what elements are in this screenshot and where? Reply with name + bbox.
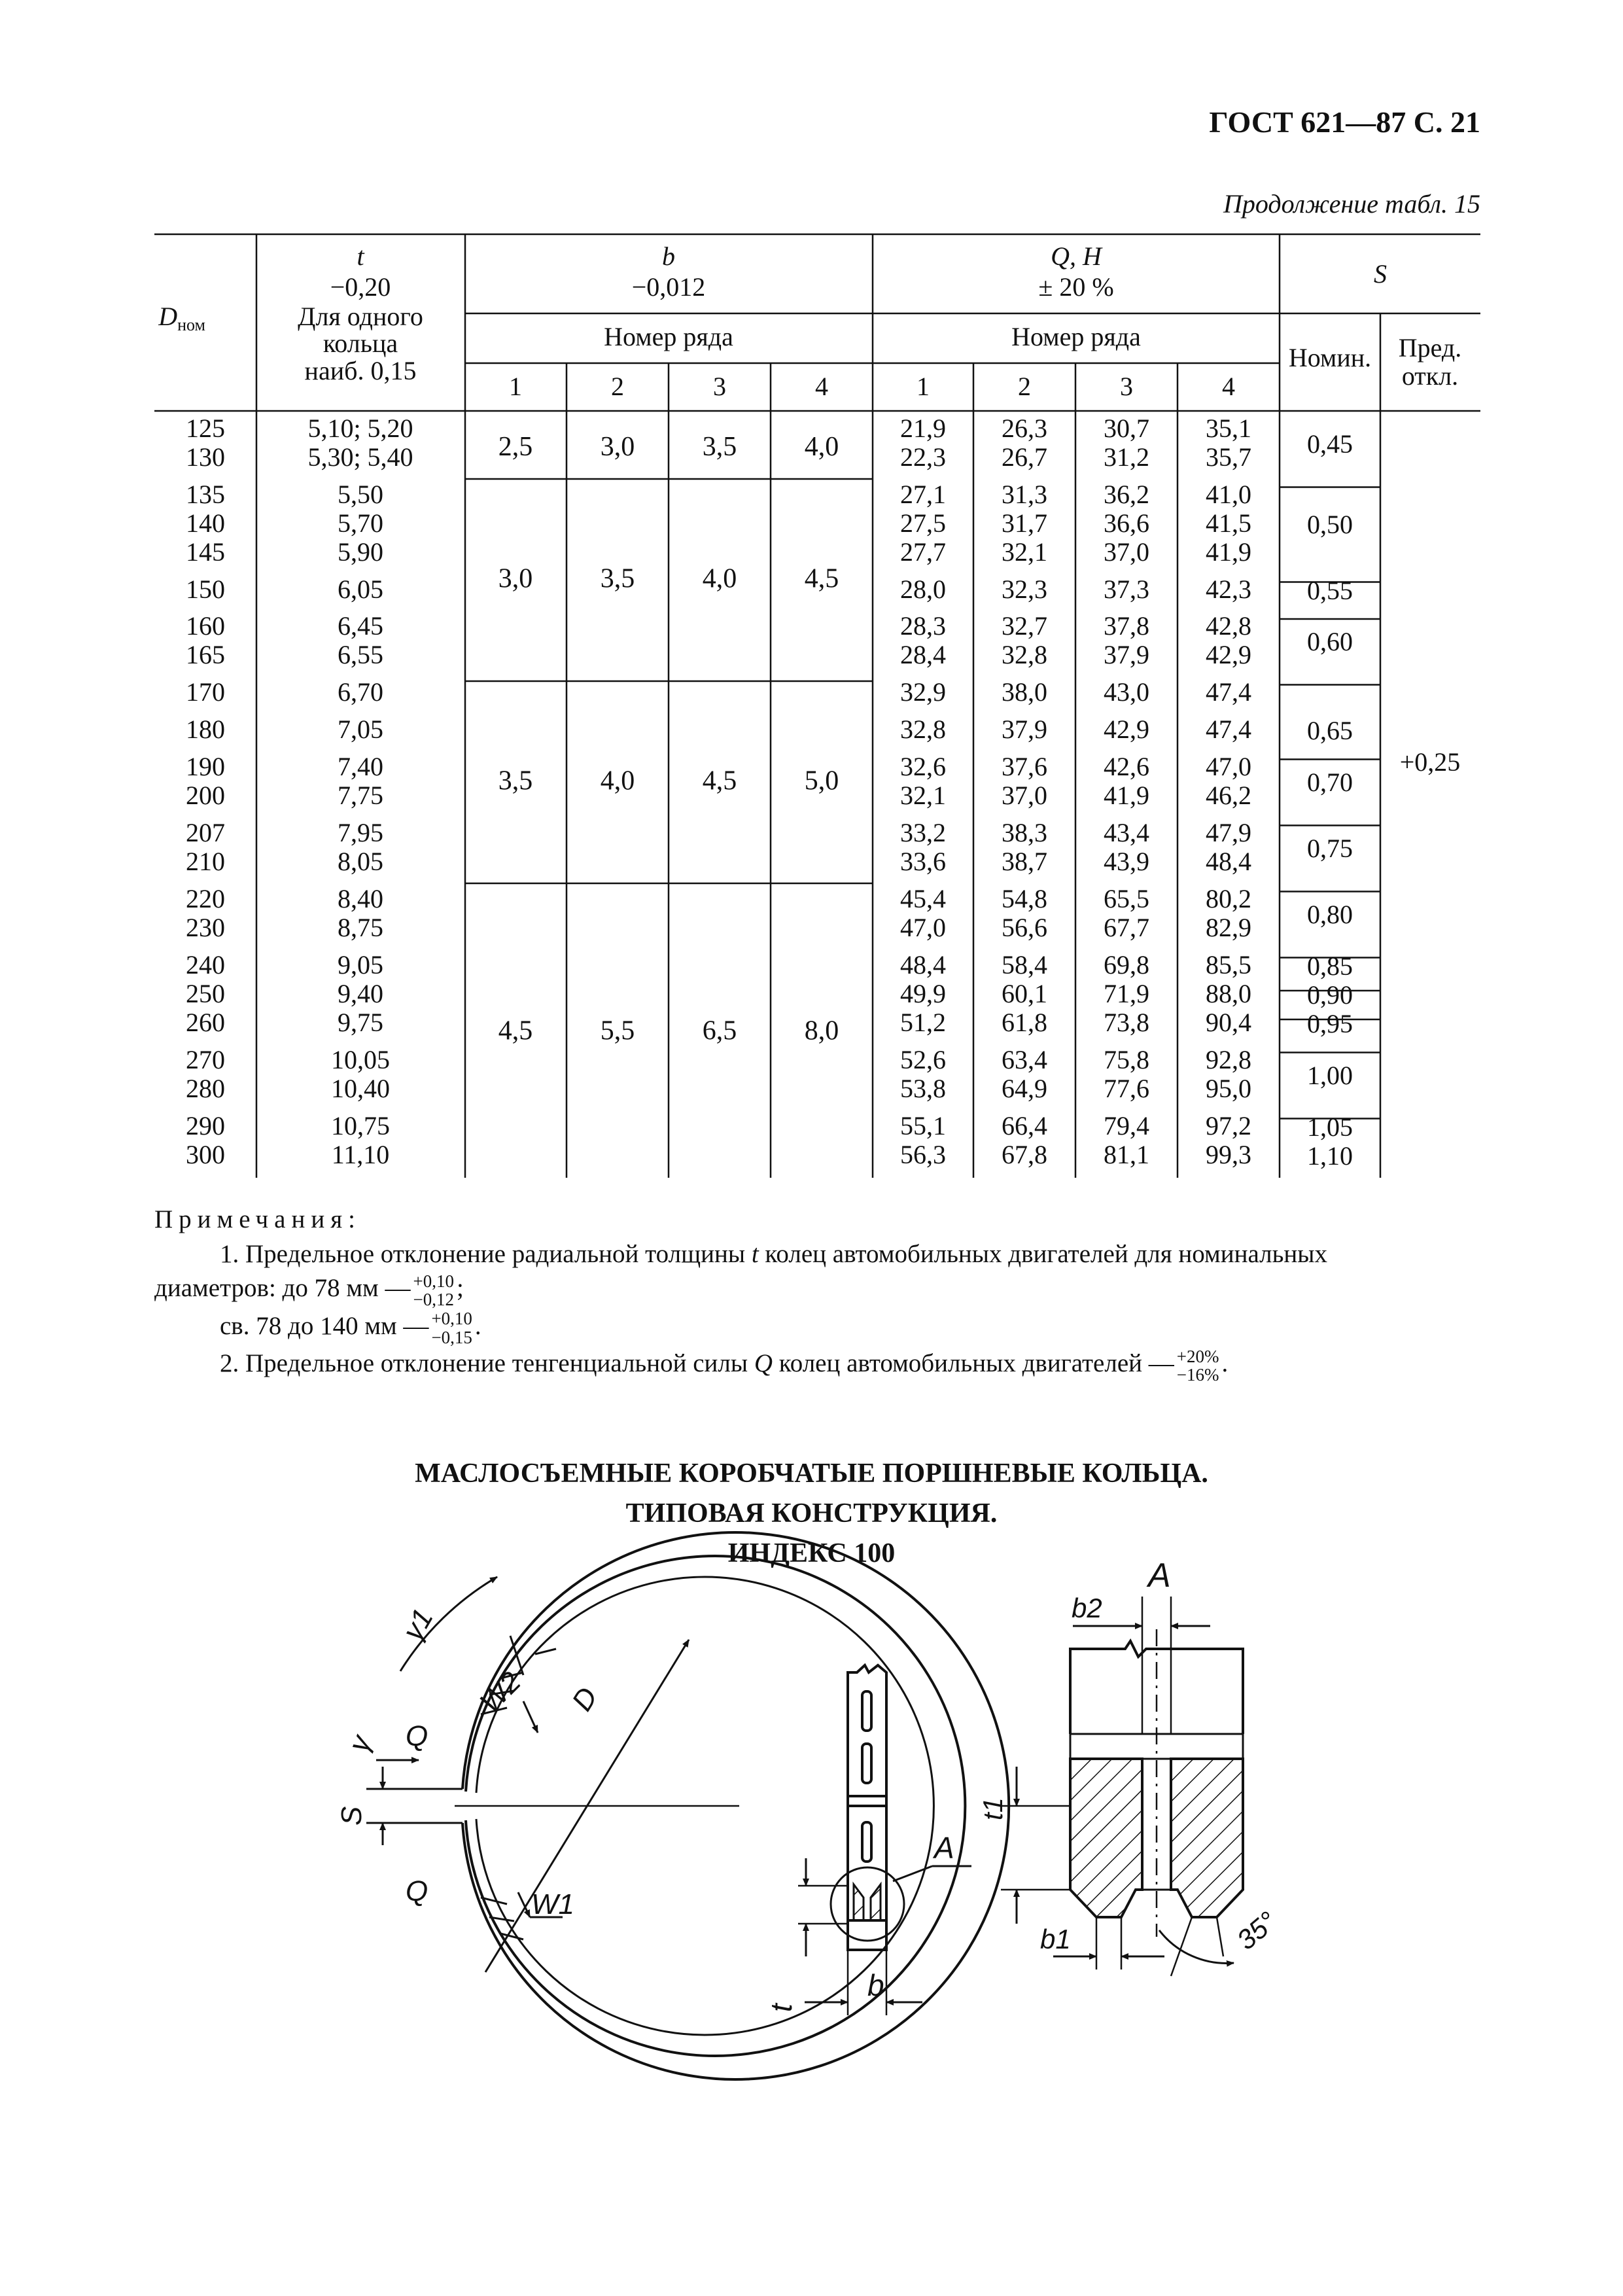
cell-q: 63,4 — [1002, 1045, 1047, 1074]
cell-t: 6,70 — [338, 677, 383, 707]
cell-t: 7,05 — [338, 715, 383, 744]
label-w2: W2 — [474, 1665, 527, 1720]
note-1-end-2: . — [474, 1311, 481, 1340]
cell-q: 95,0 — [1206, 1074, 1251, 1103]
cell-q: 43,4 — [1104, 818, 1149, 847]
cell-d-nom: 170 — [186, 677, 225, 707]
cell-q: 88,0 — [1206, 979, 1251, 1008]
cell-d-nom: 240 — [186, 950, 225, 980]
cell-q: 32,3 — [1002, 574, 1047, 604]
header-t-note-1: Для одного — [298, 302, 423, 331]
header-d-nom: $D_{ном}$ — [158, 302, 205, 334]
cell-q: 79,4 — [1104, 1111, 1149, 1140]
cell-t: 6,05 — [338, 574, 383, 604]
cell-q: 47,9 — [1206, 818, 1251, 847]
cell-q: 47,0 — [900, 913, 946, 942]
cell-s-nom: 0,90 — [1307, 980, 1353, 1010]
cell-b: 4,5 — [804, 563, 839, 594]
label-detail-a: A — [1148, 1557, 1171, 1595]
cell-q: 32,7 — [1002, 611, 1047, 641]
cell-t: 7,40 — [338, 752, 383, 781]
cell-b: 8,0 — [804, 1016, 839, 1046]
cell-b: 4,5 — [702, 766, 737, 796]
header-row-num: 2 — [1018, 372, 1031, 401]
cell-s-nom: 0,55 — [1307, 576, 1353, 605]
cell-q: 42,3 — [1206, 574, 1251, 604]
cell-t: 5,50 — [338, 480, 383, 509]
cell-q: 55,1 — [900, 1111, 946, 1140]
cell-q: 42,8 — [1206, 611, 1251, 641]
cell-q: 82,9 — [1206, 913, 1251, 942]
label-gamma: γ — [342, 1731, 377, 1756]
label-t: t — [764, 2004, 798, 2012]
label-s: S — [336, 1806, 368, 1826]
cell-q: 28,3 — [900, 611, 946, 641]
cell-q: 32,9 — [900, 677, 946, 707]
cell-q: 38,3 — [1002, 818, 1047, 847]
header-row-num: 4 — [815, 372, 828, 401]
cell-b: 4,5 — [498, 1016, 533, 1046]
cell-d-nom: 270 — [186, 1045, 225, 1074]
cell-t: 5,30; 5,40 — [307, 442, 413, 472]
cell-q: 71,9 — [1104, 979, 1149, 1008]
header-q-tolerance: ± 20 % — [1038, 272, 1114, 302]
header-s-dev-2: откл. — [1401, 361, 1459, 391]
cell-q: 38,7 — [1002, 847, 1047, 876]
cell-q: 37,3 — [1104, 574, 1149, 604]
section-title-line-2: ТИПОВАЯ КОНСТРУКЦИЯ. — [625, 1498, 998, 1528]
header-q-row-number: Номер ряда — [1011, 322, 1141, 351]
label-q-bottom: Q — [406, 1875, 428, 1907]
cell-q: 52,6 — [900, 1045, 946, 1074]
cell-q: 65,5 — [1104, 884, 1149, 913]
cell-q: 35,1 — [1206, 414, 1251, 443]
cell-q: 41,5 — [1206, 508, 1251, 538]
cell-d-nom: 210 — [186, 847, 225, 876]
cell-q: 26,3 — [1002, 414, 1047, 443]
cell-t: 7,75 — [338, 781, 383, 810]
label-a-pointer: A — [934, 1831, 954, 1865]
fraction-top: +0,10 — [413, 1271, 454, 1291]
note-1-line-3-text: св. 78 до 140 мм — — [220, 1311, 429, 1340]
cell-q: 56,6 — [1002, 913, 1047, 942]
cell-q: 26,7 — [1002, 442, 1047, 472]
cell-d-nom: 290 — [186, 1111, 225, 1140]
detail-a-view — [1001, 1597, 1243, 1976]
cell-q: 36,2 — [1104, 480, 1149, 509]
cell-b: 5,5 — [600, 1016, 635, 1046]
cell-q: 37,8 — [1104, 611, 1149, 641]
section-title-line-1: МАСЛОСЪЕМНЫЕ КОРОБЧАТЫЕ ПОРШНЕВЫЕ КОЛЬЦА. — [415, 1458, 1208, 1489]
cell-q: 64,9 — [1002, 1074, 1047, 1103]
cell-d-nom: 140 — [186, 508, 225, 538]
cell-t: 8,40 — [338, 884, 383, 913]
cell-d-nom: 260 — [186, 1008, 225, 1037]
header-row-num: 3 — [1120, 372, 1133, 401]
fraction-top: +20% — [1176, 1346, 1219, 1366]
note-1-symbol: t — [751, 1239, 759, 1268]
cell-q: 36,6 — [1104, 508, 1149, 538]
cell-d-nom: 165 — [186, 640, 225, 669]
cell-s-nom: 0,80 — [1307, 900, 1353, 929]
cell-q: 54,8 — [1002, 884, 1047, 913]
cell-q: 28,0 — [900, 574, 946, 604]
cell-t: 10,05 — [331, 1045, 390, 1074]
cell-d-nom: 130 — [186, 442, 225, 472]
cell-q: 32,8 — [900, 715, 946, 744]
cell-q: 67,7 — [1104, 913, 1149, 942]
cell-t: 10,75 — [331, 1111, 390, 1140]
cell-q: 41,0 — [1206, 480, 1251, 509]
cell-q: 47,4 — [1206, 715, 1251, 744]
cell-s-nom: 0,65 — [1307, 716, 1353, 745]
cell-q: 47,4 — [1206, 677, 1251, 707]
label-d: D — [565, 1682, 604, 1717]
header-b-symbol: b — [662, 241, 675, 271]
cell-q: 42,6 — [1104, 752, 1149, 781]
label-angle-35: 35° — [1230, 1905, 1283, 1956]
cell-b: 3,5 — [600, 563, 635, 594]
cell-t: 11,10 — [331, 1140, 390, 1169]
cell-q: 27,5 — [900, 508, 946, 538]
cell-q: 27,7 — [900, 537, 946, 567]
cell-q: 32,1 — [1002, 537, 1047, 567]
note-1-text-2: колец автомобильных двигателей для номинальных — [765, 1239, 1327, 1268]
header-t-note-2: кольца — [323, 328, 398, 358]
cell-t: 8,05 — [338, 847, 383, 876]
cell-s-nom: 1,00 — [1307, 1061, 1353, 1090]
label-q-top: Q — [406, 1720, 428, 1752]
cell-q: 41,9 — [1206, 537, 1251, 567]
cell-q: 53,8 — [900, 1074, 946, 1103]
cell-q: 80,2 — [1206, 884, 1251, 913]
cell-b: 3,5 — [702, 432, 737, 462]
cell-q: 37,9 — [1002, 715, 1047, 744]
cell-t: 9,05 — [338, 950, 383, 980]
cell-d-nom: 220 — [186, 884, 225, 913]
label-t1: t1 — [977, 1797, 1008, 1820]
cell-q: 81,1 — [1104, 1140, 1149, 1169]
ring-plan-view — [366, 1532, 1009, 2079]
note-1-end-1: ; — [456, 1274, 464, 1303]
cell-q: 42,9 — [1104, 715, 1149, 744]
header-row-num: 1 — [509, 372, 522, 401]
cell-t: 10,40 — [331, 1074, 390, 1103]
header-row-num: 3 — [713, 372, 726, 401]
cell-q: 73,8 — [1104, 1008, 1149, 1037]
cell-d-nom: 300 — [186, 1140, 225, 1169]
cell-q: 49,9 — [900, 979, 946, 1008]
cell-q: 51,2 — [900, 1008, 946, 1037]
cell-q: 66,4 — [1002, 1111, 1047, 1140]
cell-q: 32,1 — [900, 781, 946, 810]
cell-q: 37,9 — [1104, 640, 1149, 669]
cell-t: 9,40 — [338, 979, 383, 1008]
cell-t: 6,55 — [338, 640, 383, 669]
cell-q: 33,6 — [900, 847, 946, 876]
cell-q: 43,9 — [1104, 847, 1149, 876]
cell-q: 31,2 — [1104, 442, 1149, 472]
cell-s-nom: 1,05 — [1307, 1112, 1353, 1142]
label-b2: b2 — [1072, 1593, 1102, 1623]
cell-q: 27,1 — [900, 480, 946, 509]
cell-q: 69,8 — [1104, 950, 1149, 980]
cell-q: 37,6 — [1002, 752, 1047, 781]
header-b-tolerance: −0,012 — [631, 272, 706, 302]
cell-t: 5,90 — [338, 537, 383, 567]
cell-t: 9,75 — [338, 1008, 383, 1037]
header-s-nom: Номин. — [1288, 343, 1372, 372]
cell-q: 32,6 — [900, 752, 946, 781]
cell-q: 21,9 — [900, 414, 946, 443]
label-w1: W1 — [531, 1888, 574, 1920]
cell-d-nom: 250 — [186, 979, 225, 1008]
page-header: ГОСТ 621—87 С. 21 — [1209, 105, 1480, 139]
cell-q: 46,2 — [1206, 781, 1251, 810]
cell-q: 47,0 — [1206, 752, 1251, 781]
cell-b: 4,0 — [600, 766, 635, 796]
cell-b: 3,0 — [600, 432, 635, 462]
cell-q: 60,1 — [1002, 979, 1047, 1008]
cell-t: 7,95 — [338, 818, 383, 847]
cell-s-nom: 0,70 — [1307, 768, 1353, 797]
table-caption: Продолжение табл. 15 — [1223, 189, 1480, 219]
cell-d-nom: 145 — [186, 537, 225, 567]
cell-q: 31,3 — [1002, 480, 1047, 509]
detail-a-circle — [831, 1867, 904, 1941]
cell-d-nom: 180 — [186, 715, 225, 744]
note-1-line-2-text: диаметров: до 78 мм — — [154, 1274, 411, 1303]
cell-q: 37,0 — [1002, 781, 1047, 810]
cell-q: 61,8 — [1002, 1008, 1047, 1037]
cell-s-nom: 0,85 — [1307, 951, 1353, 981]
cell-q: 92,8 — [1206, 1045, 1251, 1074]
cell-s-nom: 0,50 — [1307, 510, 1353, 539]
cell-b: 2,5 — [498, 432, 533, 462]
header-row-num: 1 — [916, 372, 930, 401]
cell-q: 33,2 — [900, 818, 946, 847]
note-2-text: 2. Предельное отклонение тенгенциальной силы — [220, 1349, 748, 1378]
cell-q: 45,4 — [900, 884, 946, 913]
cell-q: 85,5 — [1206, 950, 1251, 980]
cell-d-nom: 200 — [186, 781, 225, 810]
fraction-bottom: −0,12 — [413, 1290, 454, 1310]
cell-s-nom: 1,10 — [1307, 1141, 1353, 1171]
cell-q: 75,8 — [1104, 1045, 1149, 1074]
cell-s-dev: +0,25 — [1399, 747, 1461, 777]
cell-t: 6,45 — [338, 611, 383, 641]
cell-q: 38,0 — [1002, 677, 1047, 707]
header-s-symbol: S — [1374, 259, 1387, 289]
cell-q: 48,4 — [900, 950, 946, 980]
cell-b: 5,0 — [804, 766, 839, 796]
cell-q: 37,0 — [1104, 537, 1149, 567]
cell-b: 4,0 — [804, 432, 839, 462]
label-gamma1: γ1 — [396, 1603, 440, 1646]
cell-q: 30,7 — [1104, 414, 1149, 443]
cell-s-nom: 0,45 — [1307, 429, 1353, 459]
note-2-text-2: колец автомобильных двигателей — — [778, 1349, 1174, 1378]
cell-q: 97,2 — [1206, 1111, 1251, 1140]
section-title-line-3: ИНДЕКС 100 — [727, 1538, 896, 1568]
fraction-top: +0,10 — [431, 1309, 472, 1329]
header-row-num: 4 — [1222, 372, 1235, 401]
cell-q: 67,8 — [1002, 1140, 1047, 1169]
header-b-row-number: Номер ряда — [604, 322, 733, 351]
cell-s-nom: 0,95 — [1307, 1009, 1353, 1038]
cell-d-nom: 135 — [186, 480, 225, 509]
cell-t: 8,75 — [338, 913, 383, 942]
cell-b: 4,0 — [702, 563, 737, 594]
header-row-num: 2 — [611, 372, 624, 401]
cell-b: 6,5 — [702, 1016, 737, 1046]
header-t-tolerance: −0,20 — [330, 272, 391, 302]
cell-q: 42,9 — [1206, 640, 1251, 669]
cell-s-nom: 0,75 — [1307, 834, 1353, 863]
cell-d-nom: 190 — [186, 752, 225, 781]
cell-q: 56,3 — [900, 1140, 946, 1169]
cell-q: 31,7 — [1002, 508, 1047, 538]
cell-q: 90,4 — [1206, 1008, 1251, 1037]
cell-d-nom: 207 — [186, 818, 225, 847]
cell-q: 35,7 — [1206, 442, 1251, 472]
notes-title: Примечания: — [154, 1205, 361, 1233]
cell-d-nom: 125 — [186, 414, 225, 443]
header-t-note-3: наиб. 0,15 — [304, 356, 417, 385]
note-2-end: . — [1221, 1349, 1229, 1378]
cell-t: 5,10; 5,20 — [307, 414, 413, 443]
header-s-dev-1: Пред. — [1398, 333, 1462, 362]
cell-b: 3,5 — [498, 766, 533, 796]
cell-q: 48,4 — [1206, 847, 1251, 876]
cell-d-nom: 150 — [186, 574, 225, 604]
note-2-symbol: Q — [754, 1349, 773, 1378]
cell-q: 28,4 — [900, 640, 946, 669]
cell-q: 32,8 — [1002, 640, 1047, 669]
cell-d-nom: 230 — [186, 913, 225, 942]
cell-q: 99,3 — [1206, 1140, 1251, 1169]
cell-q: 41,9 — [1104, 781, 1149, 810]
fraction-bottom: −0,15 — [431, 1327, 472, 1347]
cell-b: 3,0 — [498, 563, 533, 594]
cell-q: 43,0 — [1104, 677, 1149, 707]
cell-q: 58,4 — [1002, 950, 1047, 980]
label-b1: b1 — [1040, 1924, 1071, 1954]
header-q-symbol: Q, Н — [1051, 241, 1102, 271]
cell-s-nom: 0,60 — [1307, 627, 1353, 656]
cell-q: 22,3 — [900, 442, 946, 472]
cell-t: 5,70 — [338, 508, 383, 538]
cell-q: 77,6 — [1104, 1074, 1149, 1103]
fraction-bottom: −16% — [1176, 1365, 1219, 1385]
header-t-symbol: t — [357, 241, 364, 271]
cell-d-nom: 160 — [186, 611, 225, 641]
cell-d-nom: 280 — [186, 1074, 225, 1103]
note-1-text: 1. Предельное отклонение радиальной толщины — [220, 1239, 746, 1268]
label-b: b — [867, 1968, 884, 2002]
